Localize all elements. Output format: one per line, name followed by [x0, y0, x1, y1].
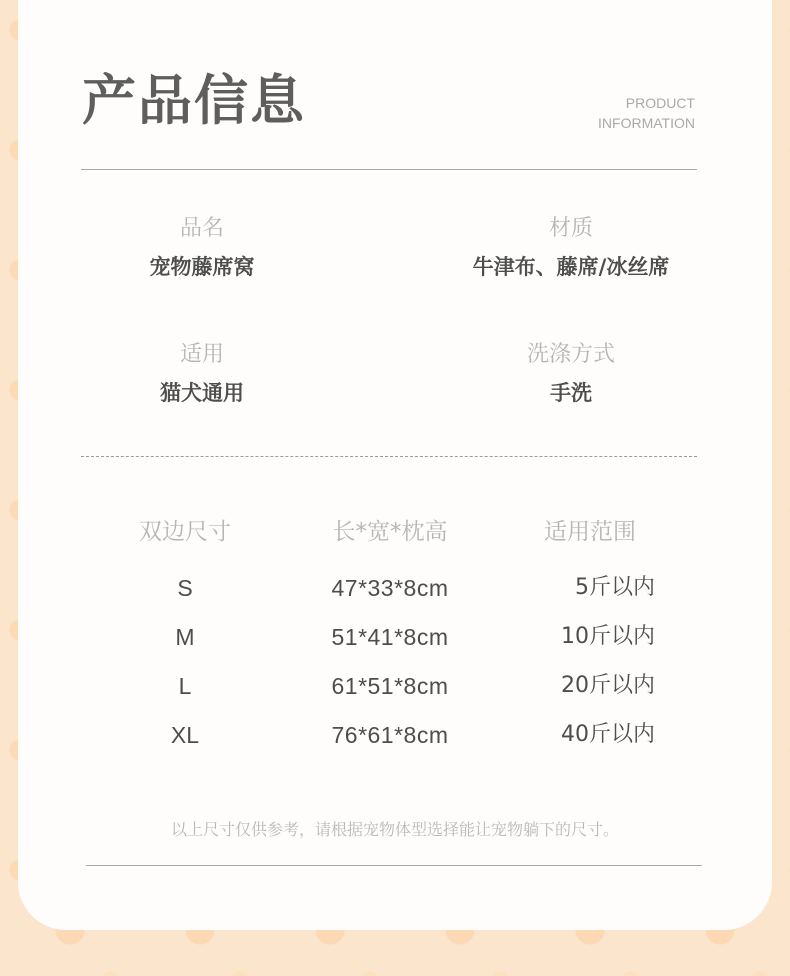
header-size: 双边尺寸 — [139, 519, 231, 545]
top-divider — [81, 169, 697, 170]
info-label: 材质 — [548, 216, 593, 241]
info-item-name — [82, 214, 322, 282]
table-row — [80, 568, 700, 617]
size-cell: S — [177, 575, 193, 601]
bottom-divider — [86, 865, 702, 866]
size-cell: XL — [170, 722, 200, 748]
info-item-suitable — [82, 340, 322, 408]
size-table-header — [80, 512, 700, 568]
dashed-divider — [81, 456, 697, 457]
title-english-line-2: INFORMATION — [598, 115, 695, 131]
header-range: 适用范围 — [544, 519, 636, 545]
range-cell: 40斤以内 — [561, 722, 655, 747]
info-label: 品名 — [179, 216, 224, 241]
product-info-card — [18, 0, 772, 930]
info-value: 牛津布、藤席/冰丝席 — [472, 255, 670, 279]
size-cell: L — [178, 673, 192, 699]
title-english — [598, 93, 695, 133]
size-table — [80, 512, 700, 764]
table-row — [80, 715, 700, 764]
dimensions-cell: 61*51*8cm — [331, 673, 449, 699]
range-cell: 5斤以内 — [575, 575, 655, 600]
range-cell: 20斤以内 — [561, 673, 655, 698]
info-label: 适用 — [179, 342, 224, 367]
table-row — [80, 617, 700, 666]
header-dimensions: 长*宽*枕高 — [332, 519, 448, 545]
table-row — [80, 666, 700, 715]
info-value: 猫犬通用 — [160, 381, 244, 405]
size-cell: M — [175, 624, 195, 650]
page-title: 产品信息 — [82, 69, 306, 132]
range-cell: 10斤以内 — [561, 624, 655, 649]
info-value: 宠物藤席窝 — [149, 255, 255, 279]
info-item-washing — [451, 340, 691, 408]
info-item-material — [451, 214, 691, 282]
title-english-line-1: PRODUCT — [625, 95, 695, 111]
info-value: 手洗 — [550, 381, 592, 405]
info-label: 洗涤方式 — [526, 342, 615, 367]
dimensions-cell: 76*61*8cm — [331, 722, 449, 748]
dimensions-cell: 47*33*8cm — [331, 575, 449, 601]
size-note: 以上尺寸仅供参考，请根据宠物体型选择能让宠物躺下的尺寸。 — [170, 820, 619, 839]
dimensions-cell: 51*41*8cm — [331, 624, 449, 650]
